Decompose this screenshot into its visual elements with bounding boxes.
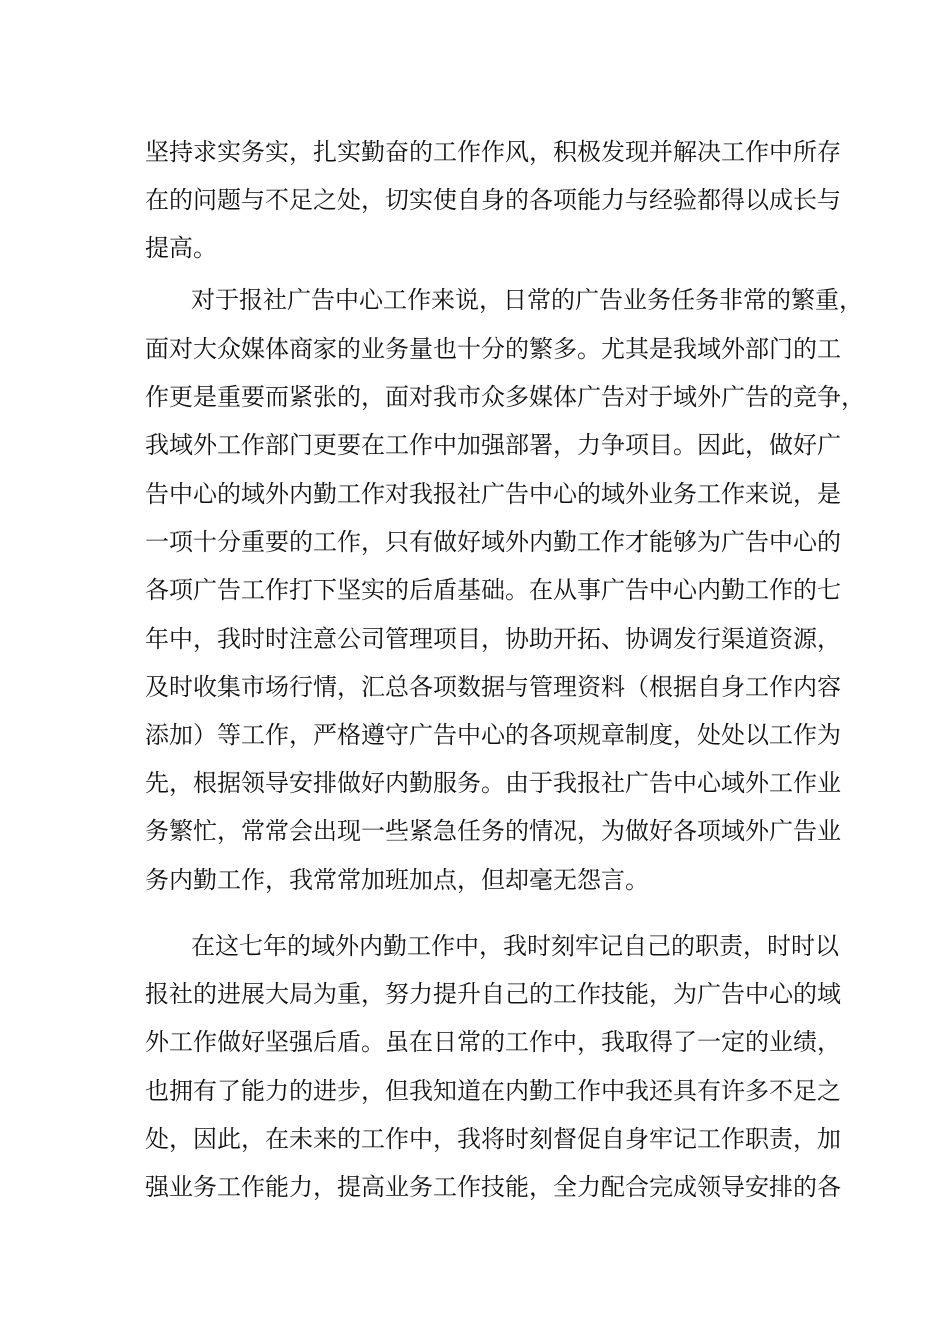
paragraph-3-line-6: 强业务工作能力，提高业务工作技能，全力配合完成领导安排的各 — [145, 1173, 841, 1201]
paragraph-3-line-1: 在这七年的域外内勤工作中，我时刻牢记自己的职责，时时以 — [191, 932, 839, 960]
paragraph-3-line-5: 处，因此，在未来的工作中，我将时刻督促自身牢记工作职责，加 — [145, 1125, 841, 1153]
paragraph-2-line-11: 先，根据领导安排做好内勤服务。由于我报社广告中心域外工作业 — [145, 769, 841, 797]
paragraph-3-line-3: 外工作做好坚强后盾。虽在日常的工作中，我取得了一定的业绩， — [145, 1028, 841, 1056]
paragraph-3-line-4: 也拥有了能力的进步，但我知道在内勤工作中我还具有许多不足之 — [145, 1077, 841, 1105]
paragraph-2-line-2: 面对大众媒体商家的业务量也十分的繁多。尤其是我域外部门的工 — [145, 335, 841, 363]
paragraph-1-line-1: 坚持求实务实，扎实勤奋的工作作风，积极发现并解决工作中所存 — [145, 138, 841, 166]
paragraph-1-line-2: 在的问题与不足之处，切实使自身的各项能力与经验都得以成长与 — [145, 186, 841, 214]
paragraph-2-line-9: 及时收集市场行情，汇总各项数据与管理资料（根据自身工作内容 — [145, 673, 841, 701]
paragraph-2-line-13: 务内勤工作，我常常加班加点，但却毫无怨言。 — [145, 866, 649, 894]
paragraph-2-line-7: 各项广告工作打下坚实的后盾基础。在从事广告中心内勤工作的七 — [145, 576, 841, 604]
paragraph-2-line-12: 务繁忙，常常会出现一些紧急任务的情况，为做好各项域外广告业 — [145, 817, 841, 845]
paragraph-1-line-3: 提高。 — [145, 234, 217, 262]
paragraph-2-line-10: 添加）等工作，严格遵守广告中心的各项规章制度，处处以工作为 — [145, 721, 841, 749]
paragraph-2-line-1: 对于报社广告中心工作来说，日常的广告业务任务非常的繁重， — [191, 286, 863, 314]
paragraph-3-line-2: 报社的进展大局为重，努力提升自己的工作技能，为广告中心的域 — [145, 980, 841, 1008]
paragraph-2-line-6: 一项十分重要的工作，只有做好域外内勤工作才能够为广告中心的 — [145, 528, 841, 556]
paragraph-2-line-4: 我域外工作部门更要在工作中加强部署，力争项目。因此，做好广 — [145, 431, 841, 459]
paragraph-2-line-8: 年中，我时时注意公司管理项目，协助开拓、协调发行渠道资源， — [145, 625, 841, 653]
paragraph-2-line-3: 作更是重要而紧张的，面对我市众多媒体广告对于域外广告的竞争， — [145, 383, 865, 411]
paragraph-2-line-5: 告中心的域外内勤工作对我报社广告中心的域外业务工作来说，是 — [145, 480, 841, 508]
